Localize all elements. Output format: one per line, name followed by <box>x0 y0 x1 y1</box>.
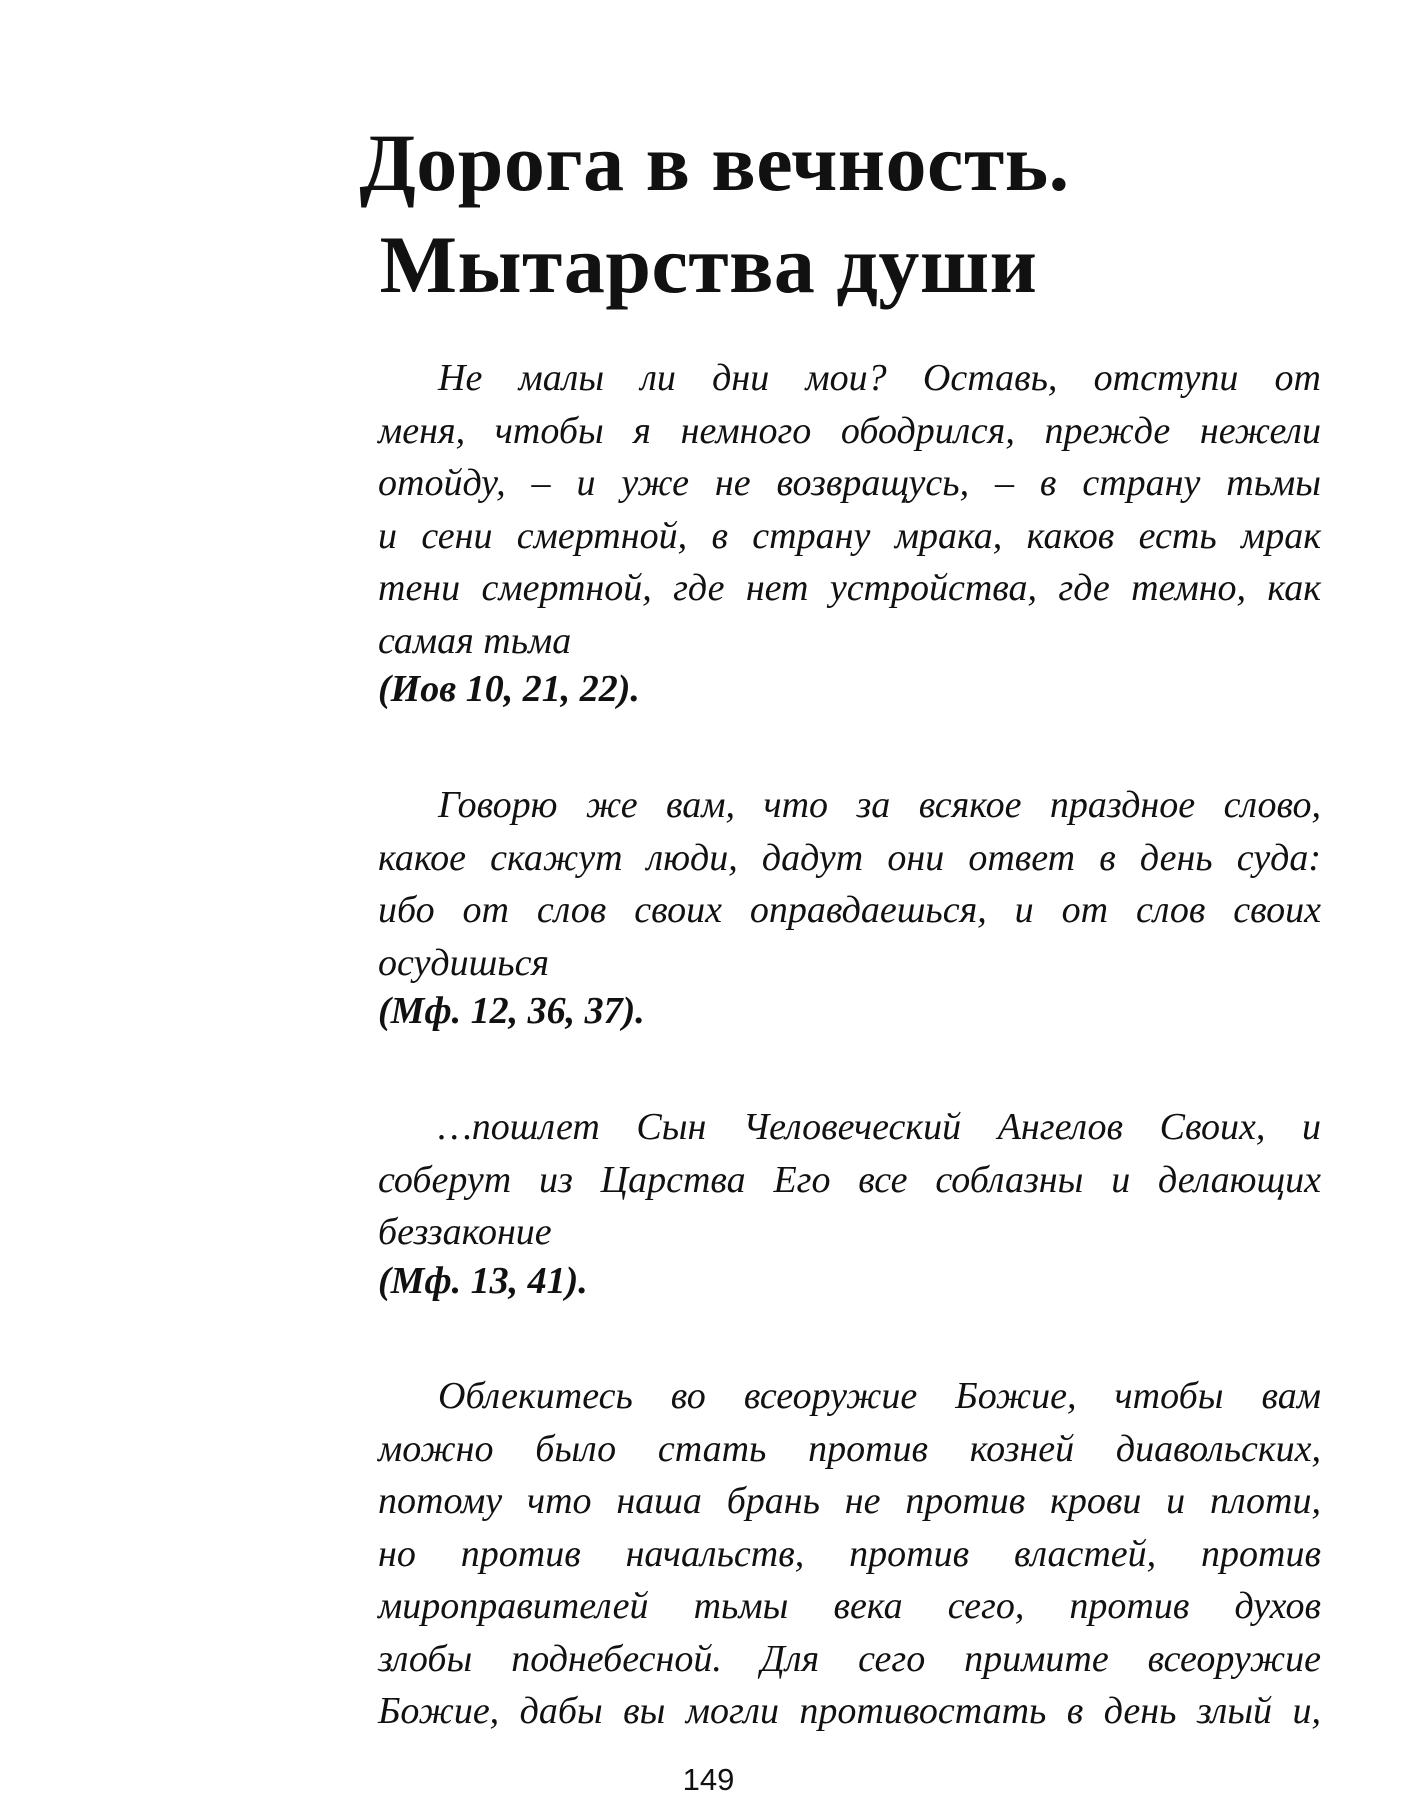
quote-line: беззаконие <box>378 1211 552 1253</box>
quote-line: злобы поднебесной. Для сего примите всеоружие <box>378 1637 1321 1680</box>
quote-line: но против начальств, против властей, против <box>378 1532 1321 1575</box>
title-line-1: Дорога в вечность. <box>359 117 1070 208</box>
quote-line: …пошлет Сын Человеческий Ангелов Своих, и <box>438 1106 1321 1148</box>
quote-reference: (Мф. 12, 36, 37). <box>378 990 645 1032</box>
quote-line: потому что наша брань не против крови и плоти, <box>378 1480 1321 1522</box>
quote-line: Не малы ли дни мои? Оставь, отступи от <box>438 357 1321 399</box>
quote-line: осудишься <box>378 941 550 984</box>
quote-line: Облекитесь во всеоружие Божие, чтобы вам <box>438 1375 1321 1417</box>
quote-line: Говорю же вам, что за всякое праздное слово, <box>438 784 1321 826</box>
quote-matthew-13 <box>378 1101 1321 1303</box>
quote-ephesians <box>378 1370 1321 1738</box>
quote-line: Божие, дабы вы могли противостать в день злый и, <box>378 1690 1321 1732</box>
quote-line: можно было стать против козней диавольских, <box>378 1427 1321 1470</box>
quote-line: ибо от слов своих оправдаешься, и от слов своих <box>378 889 1321 931</box>
quote-line: самая тьма <box>378 619 572 662</box>
quote-matthew-12 <box>378 779 1321 1033</box>
page-title <box>0 112 1417 316</box>
quote-line: отойду, – и уже не возвращусь, – в страну тьмы <box>378 462 1321 504</box>
quote-line: мироправителей тьмы века сего, против духов <box>378 1585 1321 1627</box>
quote-line: какое скажут люди, дадут они ответ в день суда: <box>378 836 1321 879</box>
title-line-2: Мытарства души <box>379 219 1038 310</box>
quote-reference: (Иов 10, 21, 22). <box>378 668 640 710</box>
quote-reference: (Мф. 13, 41). <box>378 1259 588 1302</box>
quote-line: и сени смертной, в страну мрака, каков есть мрак <box>378 514 1321 557</box>
page-number: 149 <box>682 1762 735 1797</box>
quote-line: тени смертной, где нет устройства, где темно, как <box>378 567 1321 609</box>
quote-line: меня, чтобы я немного ободрился, прежде нежели <box>378 409 1321 452</box>
quote-line: соберут из Царства Его все соблазны и делающих <box>378 1158 1321 1201</box>
quote-job <box>378 352 1321 711</box>
